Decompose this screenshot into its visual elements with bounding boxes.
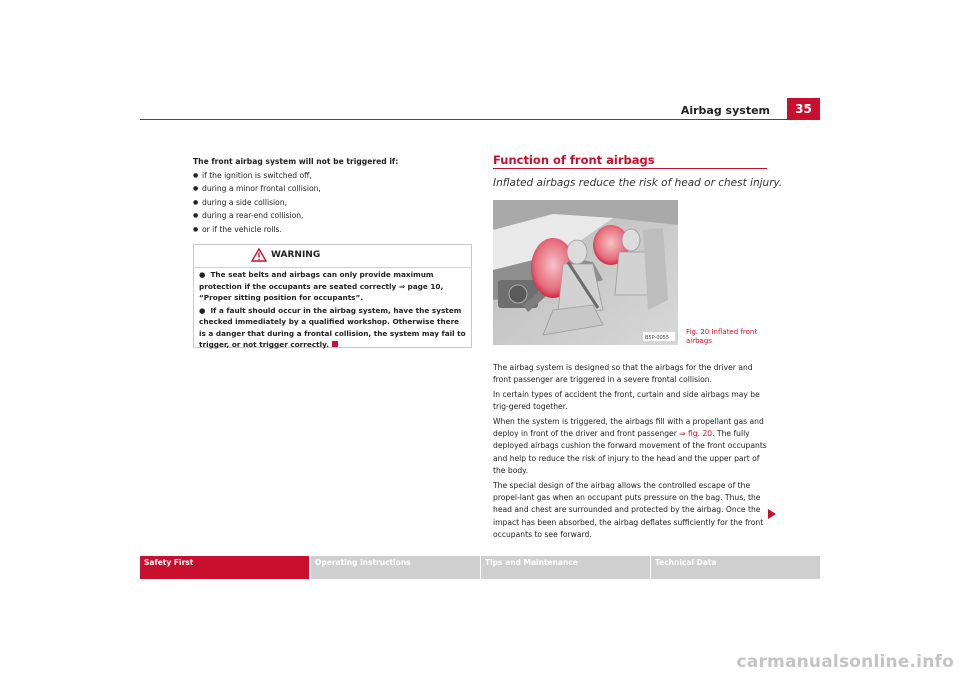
figure-caption-line: airbags	[686, 336, 712, 345]
airbag-illustration	[493, 200, 678, 345]
footer-nav	[140, 556, 820, 579]
paragraph-text: . The fully deployed airbags cushion the forward movement of the front occupants and help to reduce the risk of injury to the head and the upper part of the body.	[493, 429, 767, 476]
warning-body	[199, 269, 467, 352]
warning-header	[194, 245, 471, 268]
tab-operating-instructions[interactable]: Operating instructions	[311, 556, 480, 579]
figure-caption	[686, 328, 757, 345]
section-subtitle: Inflated airbags reduce the risk of head or chest injury.	[493, 177, 783, 189]
list-item: ● if the ignition is switched off,	[193, 169, 473, 183]
warning-title: WARNING	[271, 250, 321, 260]
airbag-figure	[493, 200, 678, 345]
trigger-list	[193, 169, 473, 237]
paragraph: The special design of the airbag allows the controlled escape of the propel-lant gas when an occupant puts pressure on the bag. Thus, the head and chest are surrounded and protected by the airbag. Once the impact has been absorbed, the airbag deflates sufficiently for the front occupants to see forward.	[493, 480, 764, 540]
list-item: ● during a rear-end collision,	[193, 209, 473, 223]
warning-item: The seat belts and airbags can only provide maximum protection if the occupants are seated correctly ⇒ page 10, “Proper sitting position for occupants”.	[199, 270, 444, 302]
body-text	[493, 362, 769, 544]
bullet-icon: ●	[199, 305, 211, 315]
figure-caption-line: Fig. 20 Inflated front	[686, 328, 758, 336]
paragraph-text: When the system is triggered, the airbags fill with a propellant gas and deploy in front of the driver and front passenger	[493, 416, 764, 439]
list-item: ● during a minor frontal collision,	[193, 182, 473, 196]
warning-item: If a fault should occur in the airbag system, have the system checked immediately by a qualified workshop. Otherwise there is a danger that during a frontal collision, the system may fail to trigger, or not trigger correctly.	[199, 305, 466, 349]
paragraph	[493, 416, 769, 478]
paragraph: The airbag system is designed so that the airbags for the driver and front passenger are triggered in a severe frontal collision.	[493, 363, 753, 385]
end-of-section-icon	[332, 341, 338, 347]
list-item: ● or if the vehicle rolls.	[193, 223, 473, 237]
header-rule	[140, 119, 820, 120]
tab-tips-and-maintenance[interactable]: Tips and Maintenance	[481, 556, 650, 579]
list-item: ● during a side collision,	[193, 196, 473, 210]
paragraph: In certain types of accident the front, curtain and side airbags may be trig-gered together.	[493, 389, 760, 412]
figure-reference-link[interactable]: ⇒ fig. 20	[679, 429, 713, 439]
figure-code: B5P-0055	[645, 335, 670, 341]
tab-safety-first[interactable]: Safety First	[140, 556, 309, 579]
watermark: carmanualsonline.info	[736, 652, 954, 672]
next-page-arrow-icon[interactable]	[768, 509, 776, 519]
warning-box	[193, 244, 472, 348]
page-number: 35	[787, 98, 820, 120]
left-column	[193, 155, 473, 236]
bullet-icon: ●	[199, 270, 211, 279]
warning-triangle-icon	[251, 248, 267, 262]
tab-technical-data[interactable]: Technical Data	[651, 556, 820, 579]
trigger-intro: The front airbag system will not be triggered if:	[193, 157, 399, 166]
section-rule	[493, 168, 767, 169]
section-title: Function of front airbags	[493, 153, 655, 167]
page-header-title: Airbag system	[680, 104, 770, 117]
